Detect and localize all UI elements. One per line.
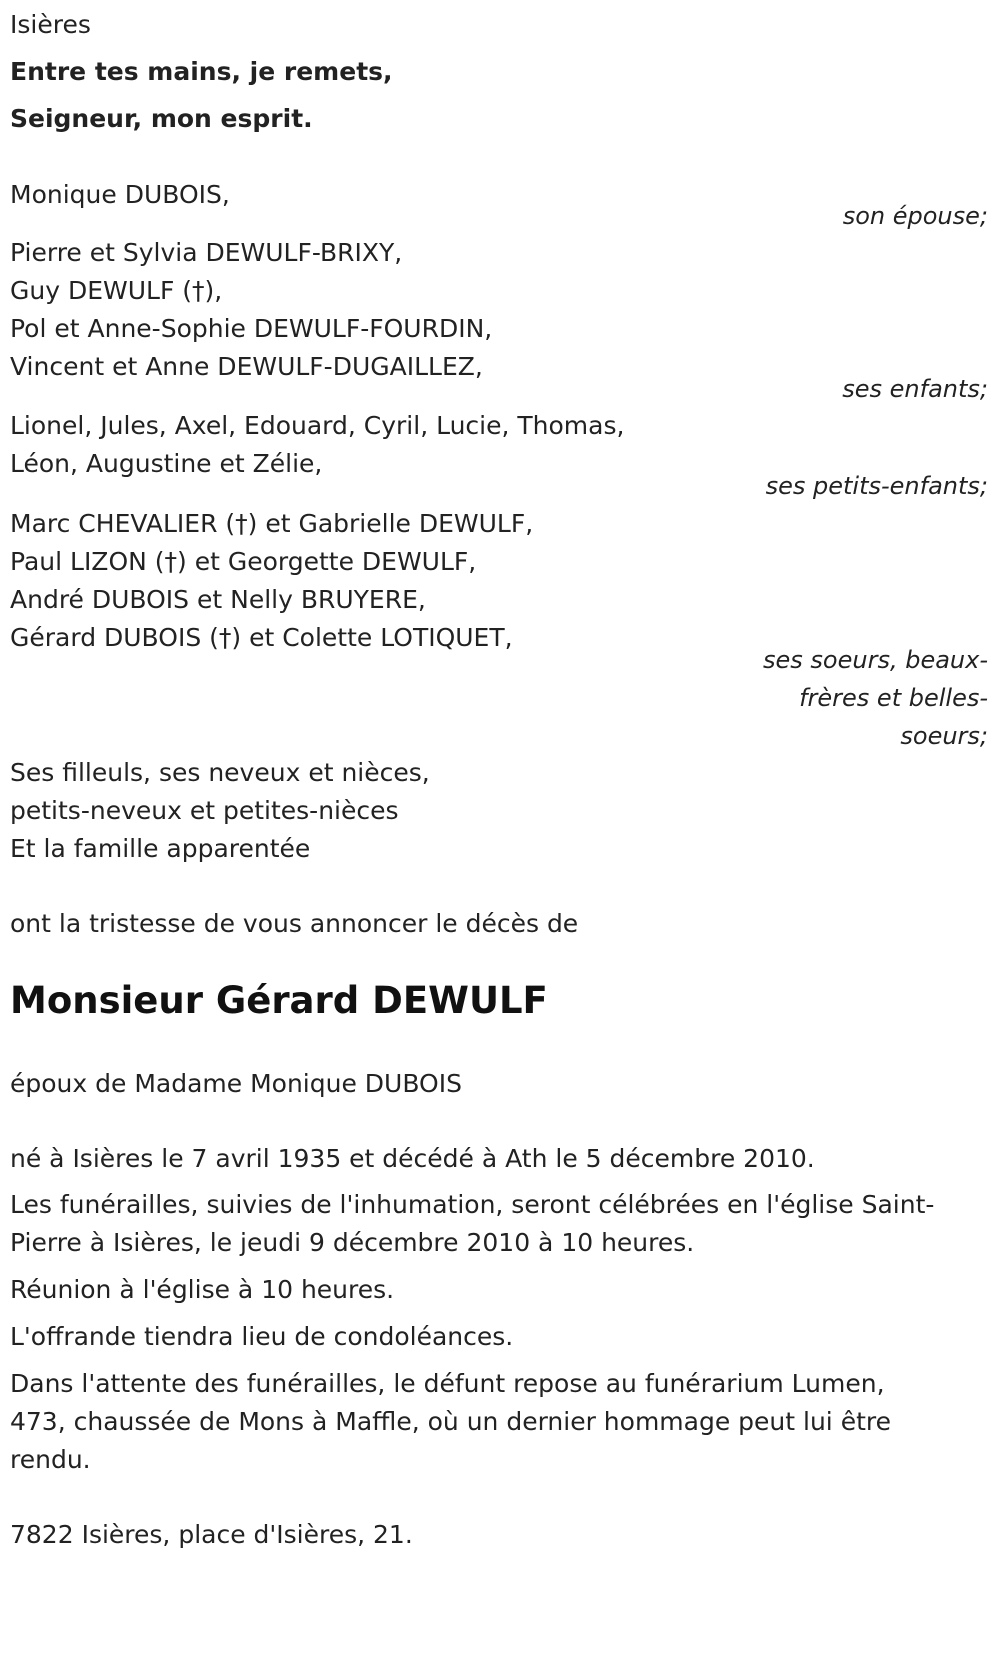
place-header: Isières [10, 10, 91, 39]
birth-death-line: né à Isières le 7 avril 1935 et décédé à Ath le 5 décembre 2010. [10, 1144, 815, 1173]
child-2: Guy DEWULF (†), [10, 276, 223, 305]
address-line: 7822 Isières, place d'Isières, 21. [10, 1520, 413, 1549]
funeral-line-2: Pierre à Isières, le jeudi 9 décembre 2010 à 10 heures. [10, 1228, 695, 1257]
funeral-line-1: Les funérailles, suivies de l'inhumation, seront célébrées en l'église Saint- [10, 1190, 935, 1219]
child-1: Pierre et Sylvia DEWULF-BRIXY, [10, 238, 403, 267]
meeting-line: Réunion à l'église à 10 heures. [10, 1275, 395, 1304]
verse-line-1: Entre tes mains, je remets, [10, 57, 393, 86]
deceased-name: Monsieur Gérard DEWULF [10, 979, 548, 1022]
announcement-text: ont la tristesse de vous annoncer le décès de [10, 909, 579, 938]
deceased-spouse-line: époux de Madame Monique DUBOIS [10, 1069, 462, 1098]
repose-line-2: 473, chaussée de Mons à Maffle, où un dernier hommage peut lui être [10, 1407, 891, 1436]
others-line-3: Et la famille apparentée [10, 834, 311, 863]
siblings-role-line-3: soeurs; [900, 722, 988, 750]
children-role: ses enfants; [842, 375, 988, 403]
repose-line-1: Dans l'attente des funérailles, le défunt repose au funérarium Lumen, [10, 1369, 885, 1398]
grandchildren-line-1: Lionel, Jules, Axel, Edouard, Cyril, Lucie, Thomas, [10, 411, 625, 440]
repose-line-3: rendu. [10, 1445, 91, 1474]
child-4: Vincent et Anne DEWULF-DUGAILLEZ, [10, 352, 483, 381]
sibling-1: Marc CHEVALIER (†) et Gabrielle DEWULF, [10, 509, 534, 538]
siblings-role-line-2: frères et belles- [799, 684, 988, 712]
sibling-4: Gérard DUBOIS (†) et Colette LOTIQUET, [10, 623, 513, 652]
grandchildren-line-2: Léon, Augustine et Zélie, [10, 449, 323, 478]
spouse-name: Monique DUBOIS, [10, 180, 230, 209]
spouse-role: son épouse; [842, 202, 988, 230]
offering-line: L'offrande tiendra lieu de condoléances. [10, 1322, 514, 1351]
grandchildren-role: ses petits-enfants; [765, 472, 988, 500]
sibling-2: Paul LIZON (†) et Georgette DEWULF, [10, 547, 477, 576]
others-line-1: Ses filleuls, ses neveux et nièces, [10, 758, 430, 787]
verse-line-2: Seigneur, mon esprit. [10, 104, 313, 133]
siblings-role-line-1: ses soeurs, beaux- [763, 646, 988, 674]
child-3: Pol et Anne-Sophie DEWULF-FOURDIN, [10, 314, 493, 343]
sibling-3: André DUBOIS et Nelly BRUYERE, [10, 585, 426, 614]
others-line-2: petits-neveux et petites-nièces [10, 796, 399, 825]
